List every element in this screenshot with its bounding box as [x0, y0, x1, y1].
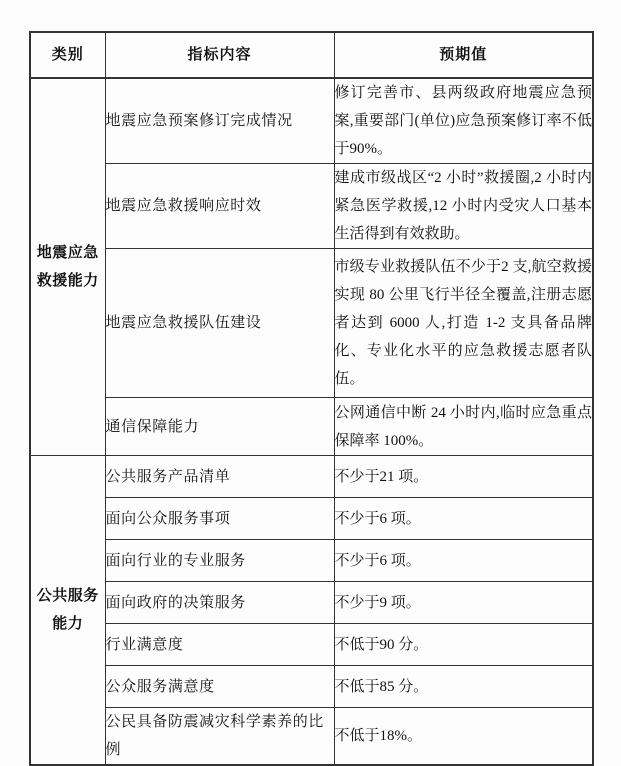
category-cell-earthquake-rescue: 地震应急救援能力 [30, 78, 105, 456]
category-cell-public-service: 公共服务能力 [30, 456, 105, 766]
header-cell-category: 类别 [30, 32, 105, 78]
table-row [30, 624, 593, 666]
expected-value-cell: 不少于9 项。 [334, 582, 593, 624]
table-row [30, 249, 593, 398]
indicators-table [29, 31, 594, 766]
expected-value-cell: 不低于90 分。 [334, 624, 593, 666]
expected-value-cell: 不少于6 项。 [334, 498, 593, 540]
indicator-cell: 面向行业的专业服务 [105, 540, 334, 582]
table-row [30, 78, 593, 164]
indicator-cell: 公民具备防震减灾科学素养的比例 [105, 708, 334, 766]
indicator-cell: 面向公众服务事项 [105, 498, 334, 540]
expected-value-cell: 建成市级战区“2 小时”救援圈,2 小时内紧急医学救援,12 小时内受灾人口基本生活得到有效救助。 [334, 164, 593, 249]
table-row [30, 456, 593, 498]
expected-value-cell: 公网通信中断 24 小时内,临时应急重点保障率 100%。 [334, 398, 593, 456]
indicator-cell: 公共服务产品清单 [105, 456, 334, 498]
table-row [30, 708, 593, 766]
indicator-cell: 通信保障能力 [105, 398, 334, 456]
table-row [30, 582, 593, 624]
expected-value-cell: 市级专业救援队伍不少于2 支,航空救援实现 80 公里飞行半径全覆盖,注册志愿者达到 6000 人,打造 1-2 支具备品牌化、专业化水平的应急救援志愿者队伍。 [334, 249, 593, 398]
table-row [30, 164, 593, 249]
expected-value-cell: 不少于6 项。 [334, 540, 593, 582]
indicator-cell: 地震应急救援队伍建设 [105, 249, 334, 398]
indicator-cell: 地震应急救援响应时效 [105, 164, 334, 249]
table-row [30, 398, 593, 456]
indicator-cell: 公众服务满意度 [105, 666, 334, 708]
expected-value-cell: 不少于21 项。 [334, 456, 593, 498]
table-row [30, 498, 593, 540]
table-row [30, 540, 593, 582]
document-page [29, 31, 594, 766]
expected-value-cell: 不低于85 分。 [334, 666, 593, 708]
table-row [30, 666, 593, 708]
expected-value-cell: 不低于18%。 [334, 708, 593, 766]
header-cell-indicator: 指标内容 [105, 32, 334, 78]
expected-value-cell: 修订完善市、县两级政府地震应急预案,重要部门(单位)应急预案修订率不低于90%。 [334, 78, 593, 164]
header-cell-expected: 预期值 [334, 32, 593, 78]
indicator-cell: 面向政府的决策服务 [105, 582, 334, 624]
indicator-cell: 地震应急预案修订完成情况 [105, 78, 334, 164]
indicator-cell: 行业满意度 [105, 624, 334, 666]
header-row [30, 32, 593, 78]
